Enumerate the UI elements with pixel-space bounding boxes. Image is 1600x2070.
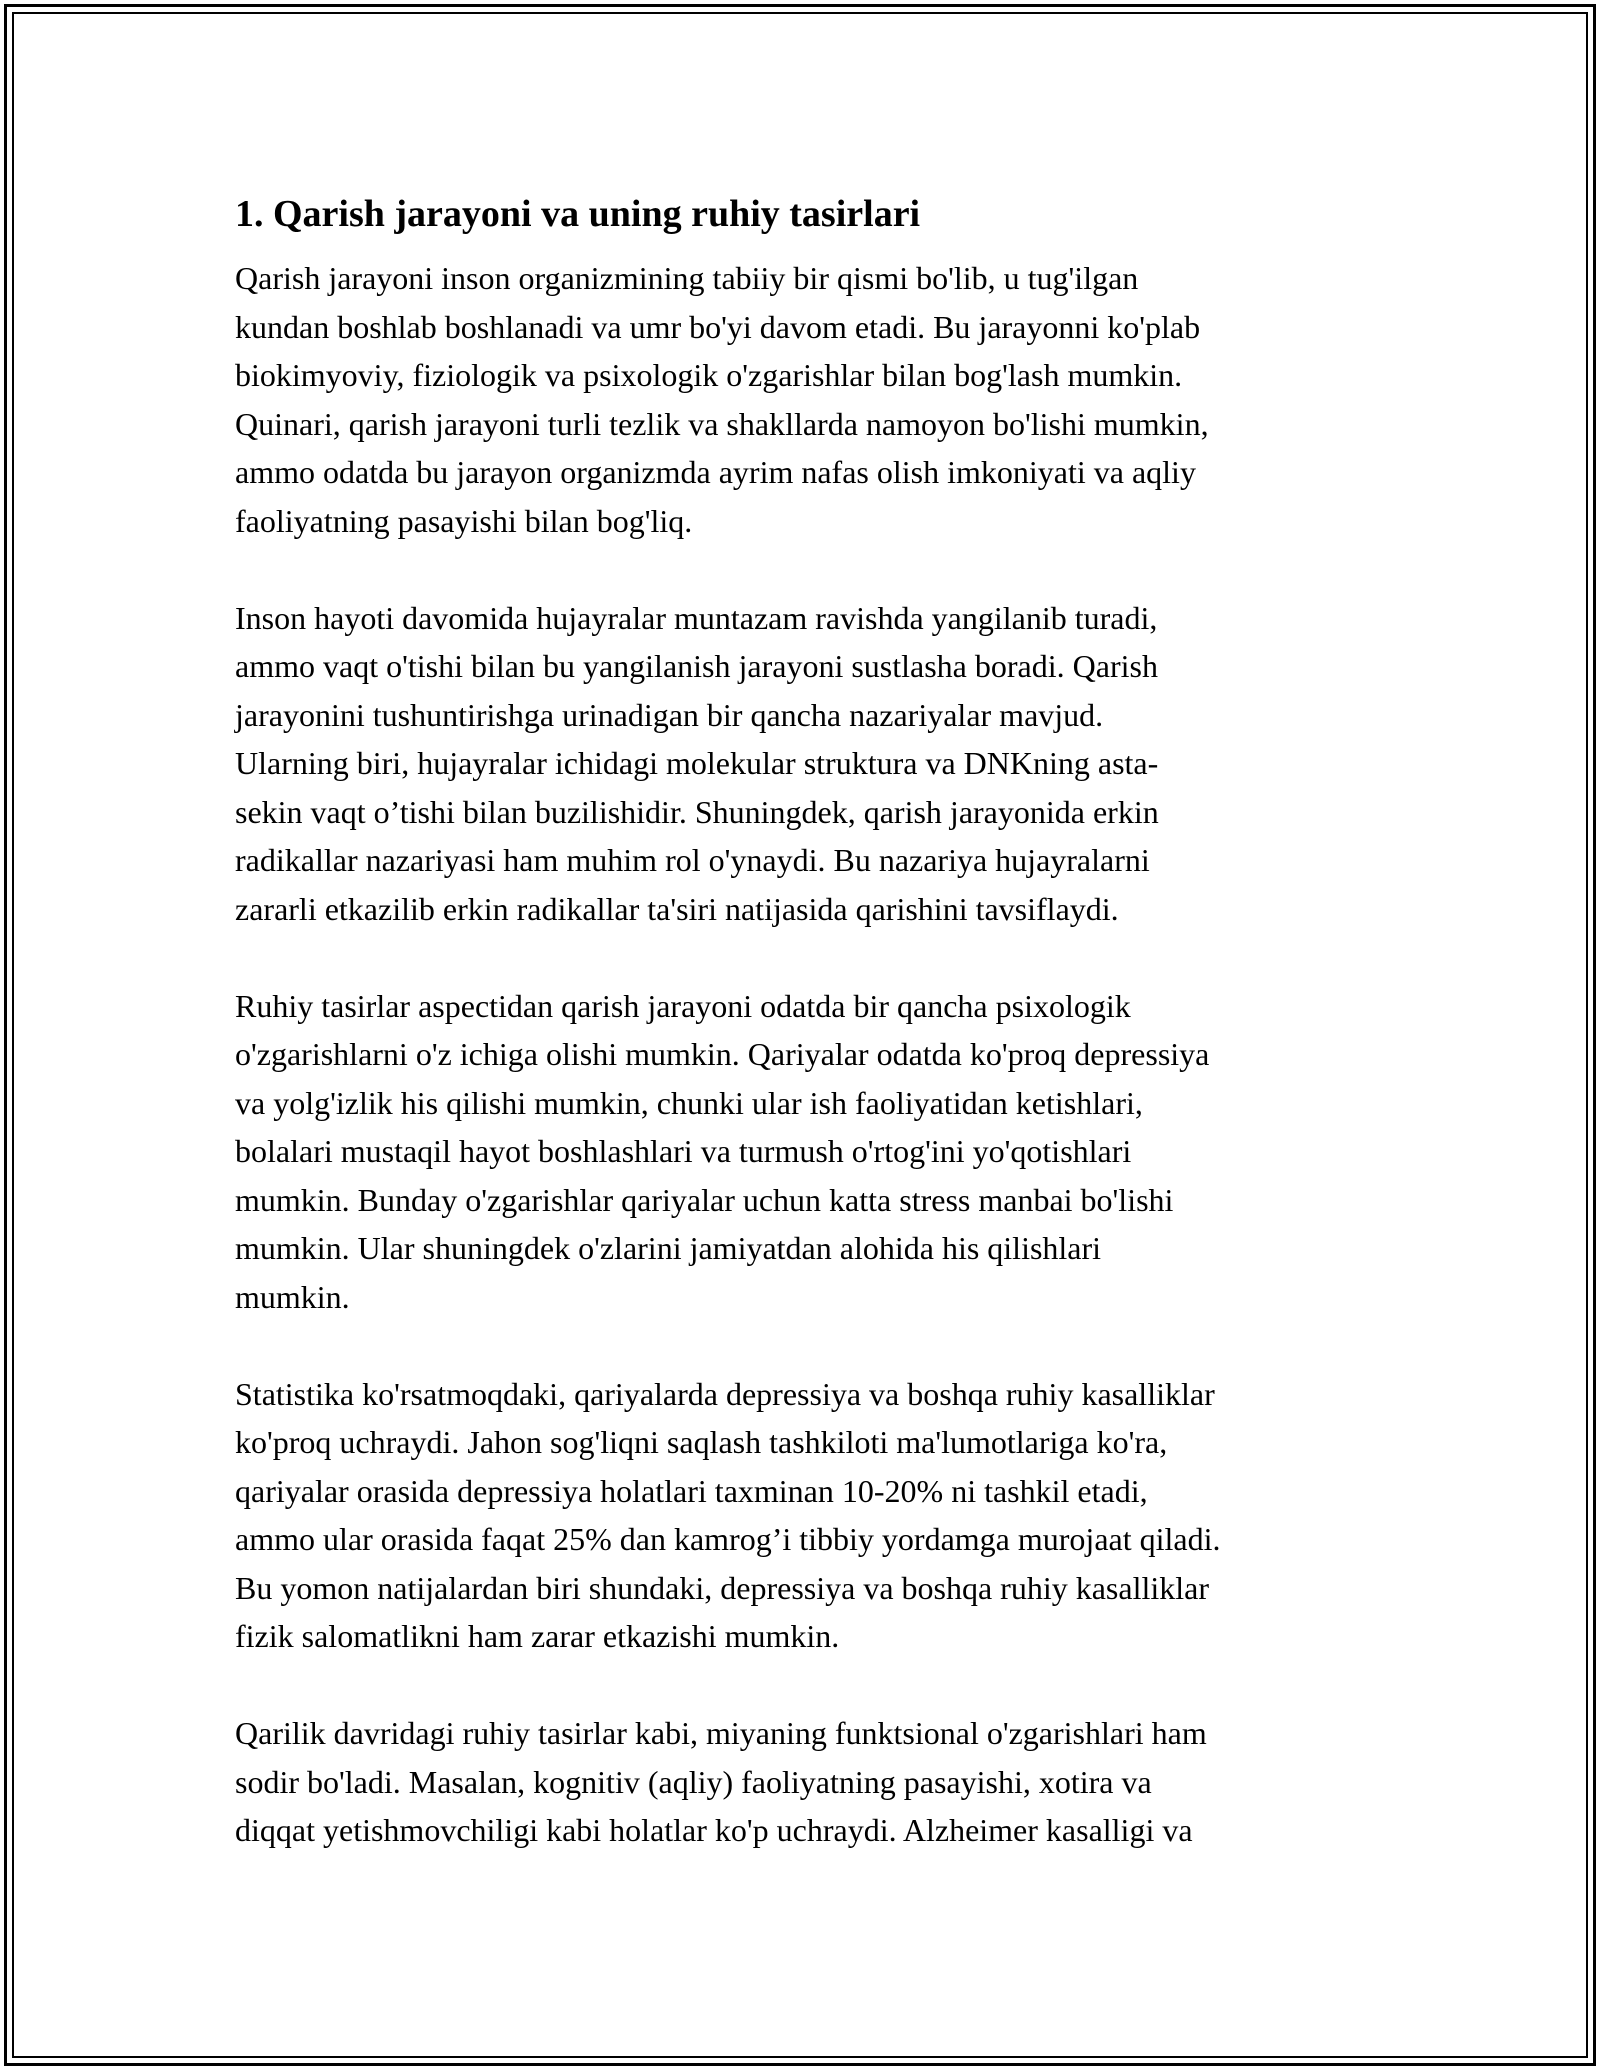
text-line: qariyalar orasida depressiya holatlari taxminan 10-20% ni tashkil etadi, [235,1472,1148,1509]
text-line: va yolg'izlik his qilishi mumkin, chunki ular ish faoliyatidan ketishlari, [235,1084,1143,1121]
text-line: sekin vaqt o’tishi bilan buzilishidir. Shuningdek, qarish jarayonida erkin [235,793,1159,830]
text-line: kundan boshlab boshlanadi va umr bo'yi davom etadi. Bu jarayonni ko'plab [235,308,1201,345]
text-line: ko'proq uchraydi. Jahon sog'liqni saqlash tashkiloti ma'lumotlariga ko'ra, [235,1424,1168,1460]
text-line: biokimyoviy, fiziologik va psixologik o'zgarishlar bilan bog'lash mumkin. [235,357,1183,393]
text-line: ammo vaqt o'tishi bilan bu yangilanish jarayoni sustlasha boradi. Qarish [235,648,1158,684]
document-body [235,186,1370,1903]
text-line: ammo odatda bu jarayon organizmda ayrim nafas olish imkoniyati va aqliy [235,454,1196,490]
text-line: bolalari mustaqil hayot boshlashlari va turmush o'rtog'ini yo'qotishlari [235,1133,1132,1169]
section-heading: 1. Qarish jarayoni va uning ruhiy tasirlari [235,193,921,235]
text-line: Bu yomon natijalardan biri shundaki, depressiya va boshqa ruhiy kasalliklar [235,1569,1209,1606]
text-line: ammo ular orasida faqat 25% dan kamrog’i tibbiy yordamga murojaat qiladi. [235,1521,1221,1557]
text-line: mumkin. Bunday o'zgarishlar qariyalar uchun katta stress manbai bo'lishi [235,1181,1174,1218]
paragraph-3 [235,982,1370,1322]
text-line: diqqat yetishmovchiligi kabi holatlar ko'p uchraydi. Alzheimer kasalligi va [235,1812,1193,1848]
text-line: faoliyatning pasayishi bilan bog'liq. [235,502,693,539]
text-line: Ruhiy tasirlar aspectidan qarish jarayoni odatda bir qancha psixologik [235,987,1131,1024]
text-line: Qarilik davridagi ruhiy tasirlar kabi, miyaning funktsional o'zgarishlari ham [235,1715,1207,1751]
text-line: Ularning biri, hujayralar ichidagi molekular struktura va DNKning asta- [235,745,1159,781]
paragraph-4 [235,1370,1370,1661]
text-line: Quinari, qarish jarayoni turli tezlik va shakllarda namoyon bo'lishi mumkin, [235,405,1209,442]
paragraph-5 [235,1709,1370,1855]
text-line: sodir bo'ladi. Masalan, kognitiv (aqliy) faoliyatning pasayishi, xotira va [235,1763,1152,1800]
text-line: jarayonini tushuntirishga urinadigan bir qancha nazariyalar mavjud. [235,696,1104,733]
text-line: fizik salomatlikni ham zarar etkazishi mumkin. [235,1618,840,1654]
paragraph-2 [235,594,1370,934]
paragraph-1 [235,254,1370,545]
text-line: mumkin. Ular shuningdek o'zlarini jamiyatdan alohida his qilishlari [235,1230,1102,1266]
text-line: Qarish jarayoni inson organizmining tabiiy bir qismi bo'lib, u tug'ilgan [235,260,1139,296]
text-line: o'zgarishlarni o'z ichiga olishi mumkin. Qariyalar odatda ko'proq depressiya [235,1036,1210,1072]
text-line: radikallar nazariyasi ham muhim rol o'ynaydi. Bu nazariya hujayralarni [235,842,1150,878]
text-line: zararli etkazilib erkin radikallar ta'siri natijasida qarishini tavsiflaydi. [235,890,1119,927]
text-line: mumkin. [235,1278,350,1315]
text-line: Statistika ko'rsatmoqdaki, qariyalarda depressiya va boshqa ruhiy kasalliklar [235,1375,1215,1412]
text-line: Inson hayoti davomida hujayralar muntazam ravishda yangilanib turadi, [235,599,1158,636]
